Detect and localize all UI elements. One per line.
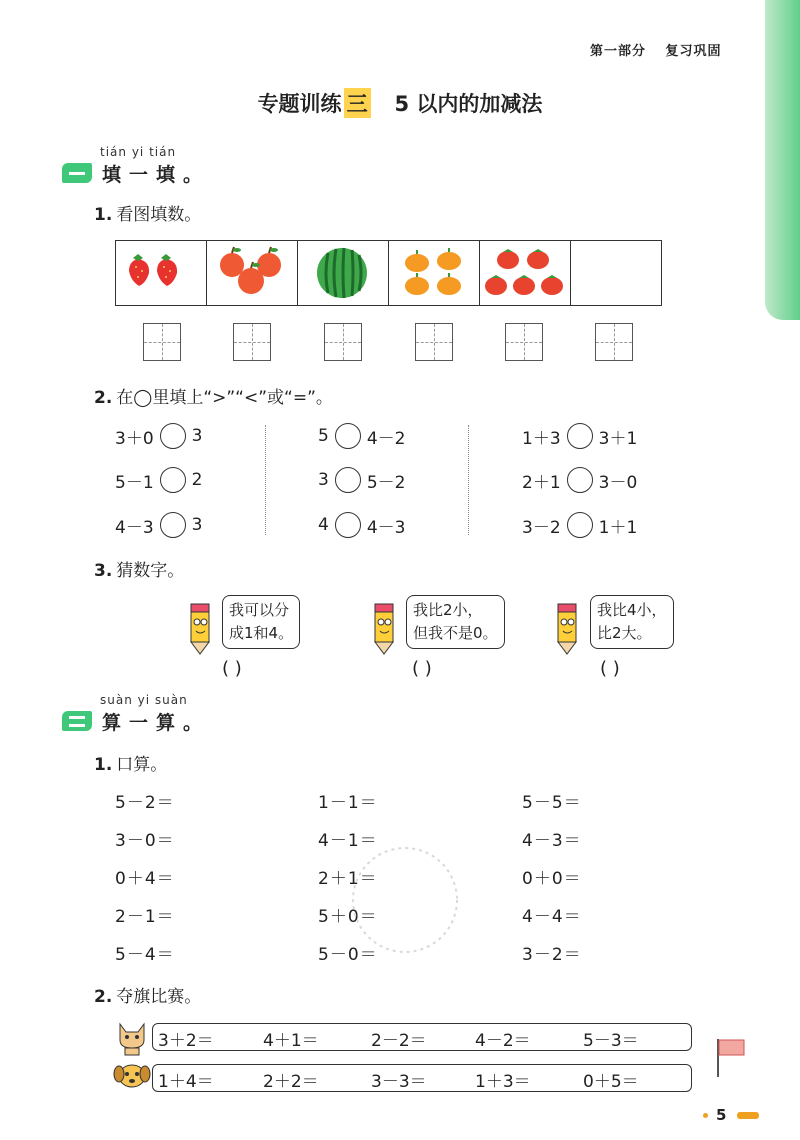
- question-1-3: [94, 556, 184, 581]
- running-header: [590, 40, 736, 59]
- dog-icon: [112, 1060, 152, 1094]
- section1-pinyin: tián yi tián: [100, 145, 177, 159]
- stamp-watermark: [345, 840, 465, 960]
- answer-circle[interactable]: [335, 512, 361, 538]
- race-item[interactable]: 2－2＝: [371, 1031, 427, 1051]
- calc-item[interactable]: 0＋4＝: [115, 869, 175, 889]
- question-2-1: [94, 750, 167, 775]
- answer-circle[interactable]: [160, 467, 186, 493]
- answer-box-4[interactable]: [415, 323, 453, 361]
- compare-item: 4－3 3: [115, 512, 202, 538]
- question-2-2: [94, 982, 201, 1007]
- cell-apples: [207, 241, 298, 305]
- calc-item[interactable]: 0＋0＝: [522, 869, 582, 889]
- strawberry-icon: [116, 241, 206, 305]
- race-item[interactable]: 0＋5＝: [583, 1072, 639, 1092]
- q-text: 猜数字。: [116, 561, 185, 581]
- section2-title: 算一算。: [102, 712, 211, 734]
- answer-circle[interactable]: [567, 512, 593, 538]
- answer-paren-2[interactable]: ( ): [412, 658, 432, 679]
- q-text: 在◯里填上“>”“<”或“=”。: [116, 388, 333, 408]
- footer-dot: [703, 1113, 708, 1118]
- q-number: 2.: [94, 388, 113, 408]
- answer-box-3[interactable]: [324, 323, 362, 361]
- speech-bubble-3: 我比4小， 比2大。: [590, 595, 674, 649]
- title-prefix: 专题训练: [257, 92, 342, 116]
- compare-item: 3 5－2: [318, 467, 405, 493]
- page-title: [0, 88, 800, 118]
- q-text: 口算。: [116, 755, 168, 775]
- race-item[interactable]: 2＋2＝: [263, 1072, 319, 1092]
- answer-circle[interactable]: [160, 423, 186, 449]
- calc-item[interactable]: 3－0＝: [115, 831, 175, 851]
- compare-item: 5 4－2: [318, 423, 405, 449]
- race-row-2: [152, 1064, 692, 1092]
- speech-bubble-1: 我可以分 成1和4。: [222, 595, 300, 649]
- section1-number-badge: [62, 163, 92, 183]
- page-number: 5: [716, 1106, 727, 1124]
- answer-box-1[interactable]: [143, 323, 181, 361]
- calc-item[interactable]: 5－5＝: [522, 793, 582, 813]
- watermelon-icon: [298, 241, 388, 305]
- pumpkin-icon: [389, 241, 479, 305]
- footer-bar: [737, 1112, 759, 1119]
- calc-item[interactable]: 1－1＝: [318, 793, 378, 813]
- answer-paren-3[interactable]: ( ): [600, 658, 620, 679]
- q-number: 2.: [94, 987, 113, 1007]
- pencil-character-icon: [183, 598, 219, 656]
- race-item[interactable]: 1＋3＝: [475, 1072, 531, 1092]
- section2-pinyin: suàn yi suàn: [100, 693, 188, 707]
- answer-box-5[interactable]: [505, 323, 543, 361]
- q-number: 1.: [94, 205, 113, 225]
- title-number: 三: [344, 88, 371, 118]
- compare-item: 5－1 2: [115, 467, 202, 493]
- answer-box-6[interactable]: [595, 323, 633, 361]
- pencil-character-icon: [550, 598, 586, 656]
- divider: [265, 425, 266, 535]
- race-item[interactable]: 3－3＝: [371, 1072, 427, 1092]
- race-item[interactable]: 5－3＝: [583, 1031, 639, 1051]
- answer-box-2[interactable]: [233, 323, 271, 361]
- answer-circle[interactable]: [335, 423, 361, 449]
- tomato-icon: [480, 241, 570, 305]
- calc-item[interactable]: 4－3＝: [522, 831, 582, 851]
- calc-item[interactable]: 2＋1＝: [318, 869, 378, 889]
- race-item[interactable]: 3＋2＝: [158, 1031, 214, 1051]
- section2-number-badge: [62, 711, 92, 731]
- compare-item: 3＋0 3: [115, 423, 202, 449]
- race-item[interactable]: 4－2＝: [475, 1031, 531, 1051]
- apple-icon: [207, 241, 297, 305]
- calc-item[interactable]: 4－4＝: [522, 907, 582, 927]
- answer-circle[interactable]: [567, 423, 593, 449]
- calc-item[interactable]: 5－0＝: [318, 945, 378, 965]
- title-topic: 5 以内的加减法: [394, 92, 543, 116]
- q-number: 1.: [94, 755, 113, 775]
- header-section: 复习巩固: [665, 44, 722, 59]
- race-item[interactable]: 4＋1＝: [263, 1031, 319, 1051]
- picture-row: [115, 240, 662, 306]
- answer-paren-1[interactable]: ( ): [222, 658, 242, 679]
- section1-title: 填一填。: [102, 164, 211, 186]
- cell-strawberries: [116, 241, 207, 305]
- header-part: 第一部分: [590, 44, 647, 59]
- calc-item[interactable]: 4－1＝: [318, 831, 378, 851]
- question-1-1: [94, 200, 201, 225]
- calc-item[interactable]: 2－1＝: [115, 907, 175, 927]
- race-row-1: [152, 1023, 692, 1051]
- calc-item[interactable]: 3－2＝: [522, 945, 582, 965]
- q-text: 夺旗比赛。: [116, 987, 202, 1007]
- calc-item[interactable]: 5＋0＝: [318, 907, 378, 927]
- pencil-character-icon: [367, 598, 403, 656]
- cell-watermelon: [298, 241, 389, 305]
- side-tab: [765, 0, 800, 320]
- question-1-2: [94, 383, 333, 408]
- cell-tomatoes: [480, 241, 571, 305]
- compare-item: 1＋3 3＋1: [522, 423, 637, 449]
- cell-pumpkins: [389, 241, 480, 305]
- answer-circle[interactable]: [567, 467, 593, 493]
- answer-circle[interactable]: [160, 512, 186, 538]
- speech-bubble-2: 我比2小， 但我不是0。: [406, 595, 505, 649]
- calc-item[interactable]: 5－4＝: [115, 945, 175, 965]
- compare-item: 3－2 1＋1: [522, 512, 637, 538]
- flag-icon: [712, 1035, 748, 1079]
- answer-circle[interactable]: [335, 467, 361, 493]
- cell-empty: [571, 241, 661, 305]
- compare-item: 4 4－3: [318, 512, 405, 538]
- q-number: 3.: [94, 561, 113, 581]
- q-text: 看图填数。: [116, 205, 202, 225]
- calc-item[interactable]: 5－2＝: [115, 793, 175, 813]
- compare-item: 2＋1 3－0: [522, 467, 637, 493]
- cat-icon: [114, 1018, 150, 1056]
- divider: [468, 425, 469, 535]
- race-item[interactable]: 1＋4＝: [158, 1072, 214, 1092]
